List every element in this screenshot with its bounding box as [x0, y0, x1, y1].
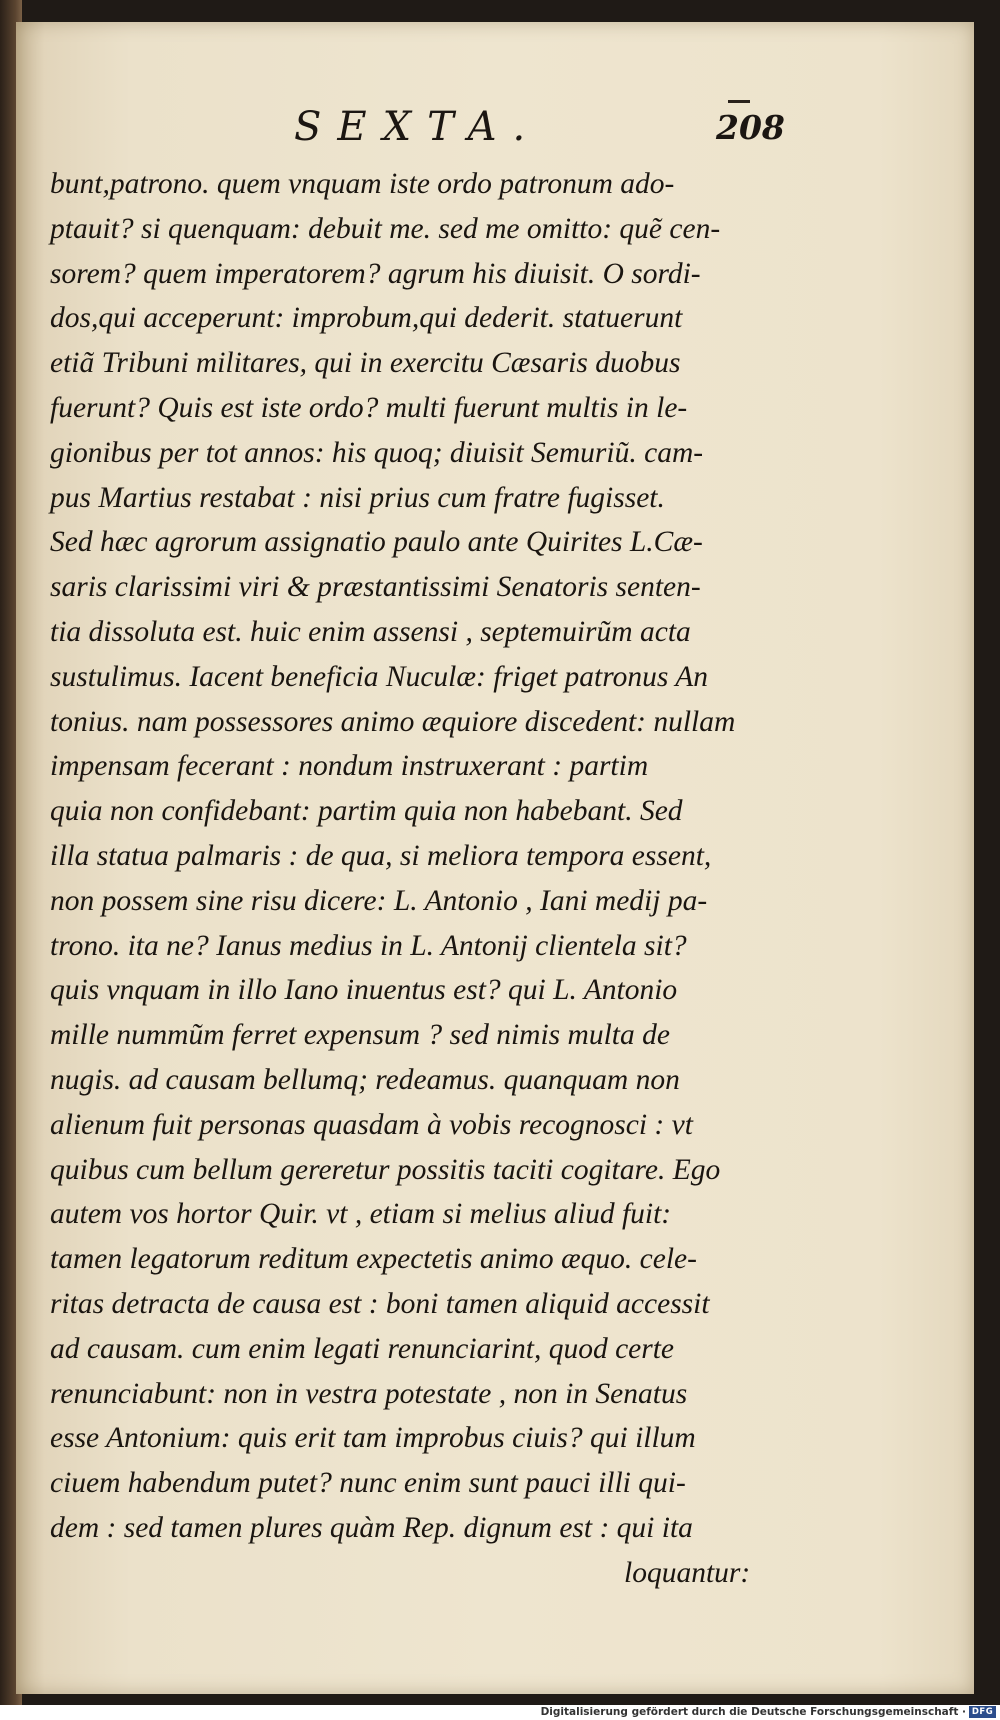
- dfg-logo: DFG: [969, 1706, 996, 1718]
- text-line: sorem? quem imperatorem? agrum his diuisit. O sordi-: [50, 257, 701, 290]
- text-line: ad causam. cum enim legati renunciarint, quod certe: [50, 1332, 675, 1365]
- text-line: nugis. ad causam bellumq; redeamus. quanquam non: [50, 1063, 680, 1096]
- running-title: SEXTA.: [294, 104, 542, 150]
- text-line: dem : sed tamen plures quàm Rep. dignum est : qui ita: [50, 1511, 693, 1544]
- text-line: gionibus per tot annos: his quoq; diuisit Semuriũ. cam-: [50, 436, 704, 469]
- text-line: quis vnquam in illo Iano inuentus est? qui L. Antonio: [50, 974, 678, 1007]
- catchword-line: loquantur:: [624, 1556, 751, 1589]
- text-line: esse Antonium: quis erit tam improbus ciuis? qui illum: [50, 1422, 696, 1455]
- body-text: [50, 162, 800, 1596]
- text-line: bunt,patrono. quem vnquam iste ordo patronum ado-: [50, 168, 675, 200]
- page-number: 208: [716, 108, 785, 147]
- text-line: etiã Tribuni militares, qui in exercitu Cæsaris duobus: [50, 347, 681, 380]
- text-line: dos,qui acceperunt: improbum,qui dederit. statuerunt: [50, 302, 683, 335]
- text-line: ciuem habendum putet? nunc enim sunt pauci illi qui-: [50, 1467, 686, 1500]
- text-line: fuerunt? Quis est iste ordo? multi fuerunt multis in le-: [50, 391, 688, 424]
- text-line: illa statua palmaris : de qua, si meliora tempora essent,: [50, 839, 712, 872]
- funding-credit: Digitalisierung gefördert durch die Deutsche Forschungsgemeinschaft ·: [540, 1706, 966, 1718]
- text-line: quibus cum bellum gereretur possitis taciti cogitare. Ego: [50, 1153, 721, 1186]
- text-line: non possem sine risu dicere: L. Antonio , Iani medij pa-: [50, 884, 708, 917]
- folio-mark: [728, 100, 750, 103]
- text-line: alienum fuit personas quasdam à vobis recognosci : vt: [50, 1108, 693, 1141]
- text-line: mille nummũm ferret expensum ? sed nimis multa de: [50, 1019, 670, 1052]
- text-line: quia non confidebant: partim quia non habebant. Sed: [50, 795, 683, 828]
- footer-bar: [0, 1705, 1000, 1720]
- text-line: ptauit? si quenquam: debuit me. sed me omitto: quẽ cen-: [50, 212, 721, 245]
- book-page: [16, 22, 974, 1694]
- text-line: autem vos hortor Quir. vt , etiam si melius aliud fuit:: [50, 1198, 672, 1231]
- text-line: tonius. nam possessores animo æquiore discedent: nullam: [50, 705, 736, 738]
- text-line: ritas detracta de causa est : boni tamen aliquid accessit: [50, 1287, 710, 1320]
- text-line: pus Martius restabat : nisi prius cum fratre fugisset.: [50, 481, 665, 514]
- text-line: trono. ita ne? Ianus medius in L. Antonij clientela sit?: [50, 929, 687, 962]
- text-line: tia dissoluta est. huic enim assensi , septemuirũm acta: [50, 615, 691, 648]
- text-line: impensam fecerant : nondum instruxerant : partim: [50, 750, 649, 783]
- text-line: tamen legatorum reditum expectetis animo æquo. cele-: [50, 1243, 697, 1276]
- text-line: Sed hæc agrorum assignatio paulo ante Quirites L.Cæ-: [50, 526, 703, 559]
- text-line: saris clarissimi viri & præstantissimi Senatoris senten-: [50, 571, 701, 604]
- text-line: sustulimus. Iacent beneficia Nuculæ: friget patronus An: [50, 660, 708, 693]
- text-line: renunciabunt: non in vestra potestate , non in Senatus: [50, 1377, 688, 1410]
